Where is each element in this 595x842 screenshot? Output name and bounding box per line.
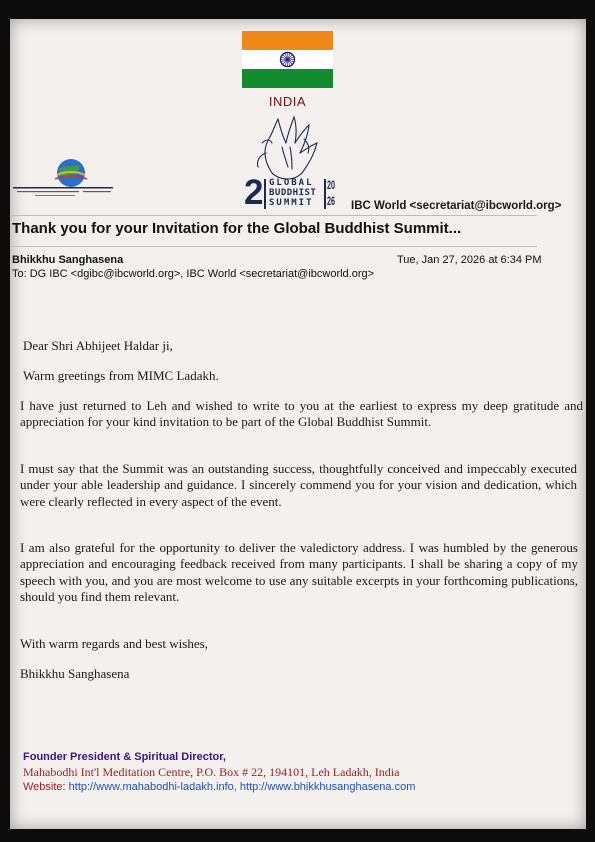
ibc-globe-logo-icon [13,157,113,199]
link-separator: , [233,781,240,793]
summit-year-top: 20 [327,178,336,192]
divider [12,215,537,216]
signature-website [23,781,415,793]
logo-divider [264,179,266,209]
sender-name: Bhikkhu Sanghasena [12,254,124,266]
india-flag [242,31,333,88]
signature-title: Founder President & Spiritual Director, [23,751,226,763]
email-subject: Thank you for your Invitation for the Global Buddhist Summit... [12,220,462,237]
summit-word-global: GLOBAL [269,178,314,188]
logo-divider [324,179,326,209]
summit-word-summit: SUMMIT [269,198,314,208]
country-label: INDIA [268,94,307,109]
email-recipients: To: DG IBC <dgibc@ibcworld.org>, IBC World <secretariat@ibcworld.org> [12,268,375,280]
letter-paragraph: I have just returned to Leh and wished to write to you at the earliest to express my deep gratitude and appreciation for your kind invitation to be part of the Global Buddhist Summit. [20,398,583,430]
website-link-mahabodhi[interactable]: http://www.mahabodhi-ladakh.info [68,781,234,793]
letter-paragraph: I must say that the Summit was an outstanding success, thoughtfully conceived and impeccably executed under your able leadership and guidance. I sincerely commend you for your vision and dedication, which were clearly reflected in every aspect of the event. [20,461,577,509]
letter-signature: Bhikkhu Sanghasena [20,666,130,681]
letter-greeting: Warm greetings from MIMC Ladakh. [23,368,219,383]
summit-year-bottom: 26 [327,194,336,208]
email-date: Tue, Jan 27, 2026 at 6:34 PM [397,254,542,266]
letter-paragraph: I am also grateful for the opportunity to deliver the valedictory address. I was humbled by the generous appreciation and encouraging feedback received from many participants. I shall be sharing a copy of my speech with you, and you are most welcome to use any suitable excerpts in your forthcoming publications, should you find them relevant. [20,540,578,604]
summit-wordmark [242,173,336,213]
divider [12,246,537,247]
ashoka-chakra-icon [242,50,333,69]
letter-closing: With warm regards and best wishes, [20,636,208,651]
signature-address: Mahabodhi Int'l Meditation Centre, P.O. Box # 22, 194101, Leh Ladakh, India [23,765,400,779]
summit-word-buddhist: BUDDHIST [269,188,317,198]
email-from-address: IBC World <secretariat@ibcworld.org> [351,200,562,212]
global-buddhist-summit-logo [242,113,334,213]
letter-salutation: Dear Shri Abhijeet Haldar ji, [23,338,173,353]
summit-number: 2 [244,173,264,212]
website-label: Website: [23,781,69,793]
letter-page [10,19,586,829]
website-link-sanghasena[interactable]: http://www.bhikkhusanghasena.com [239,781,416,793]
